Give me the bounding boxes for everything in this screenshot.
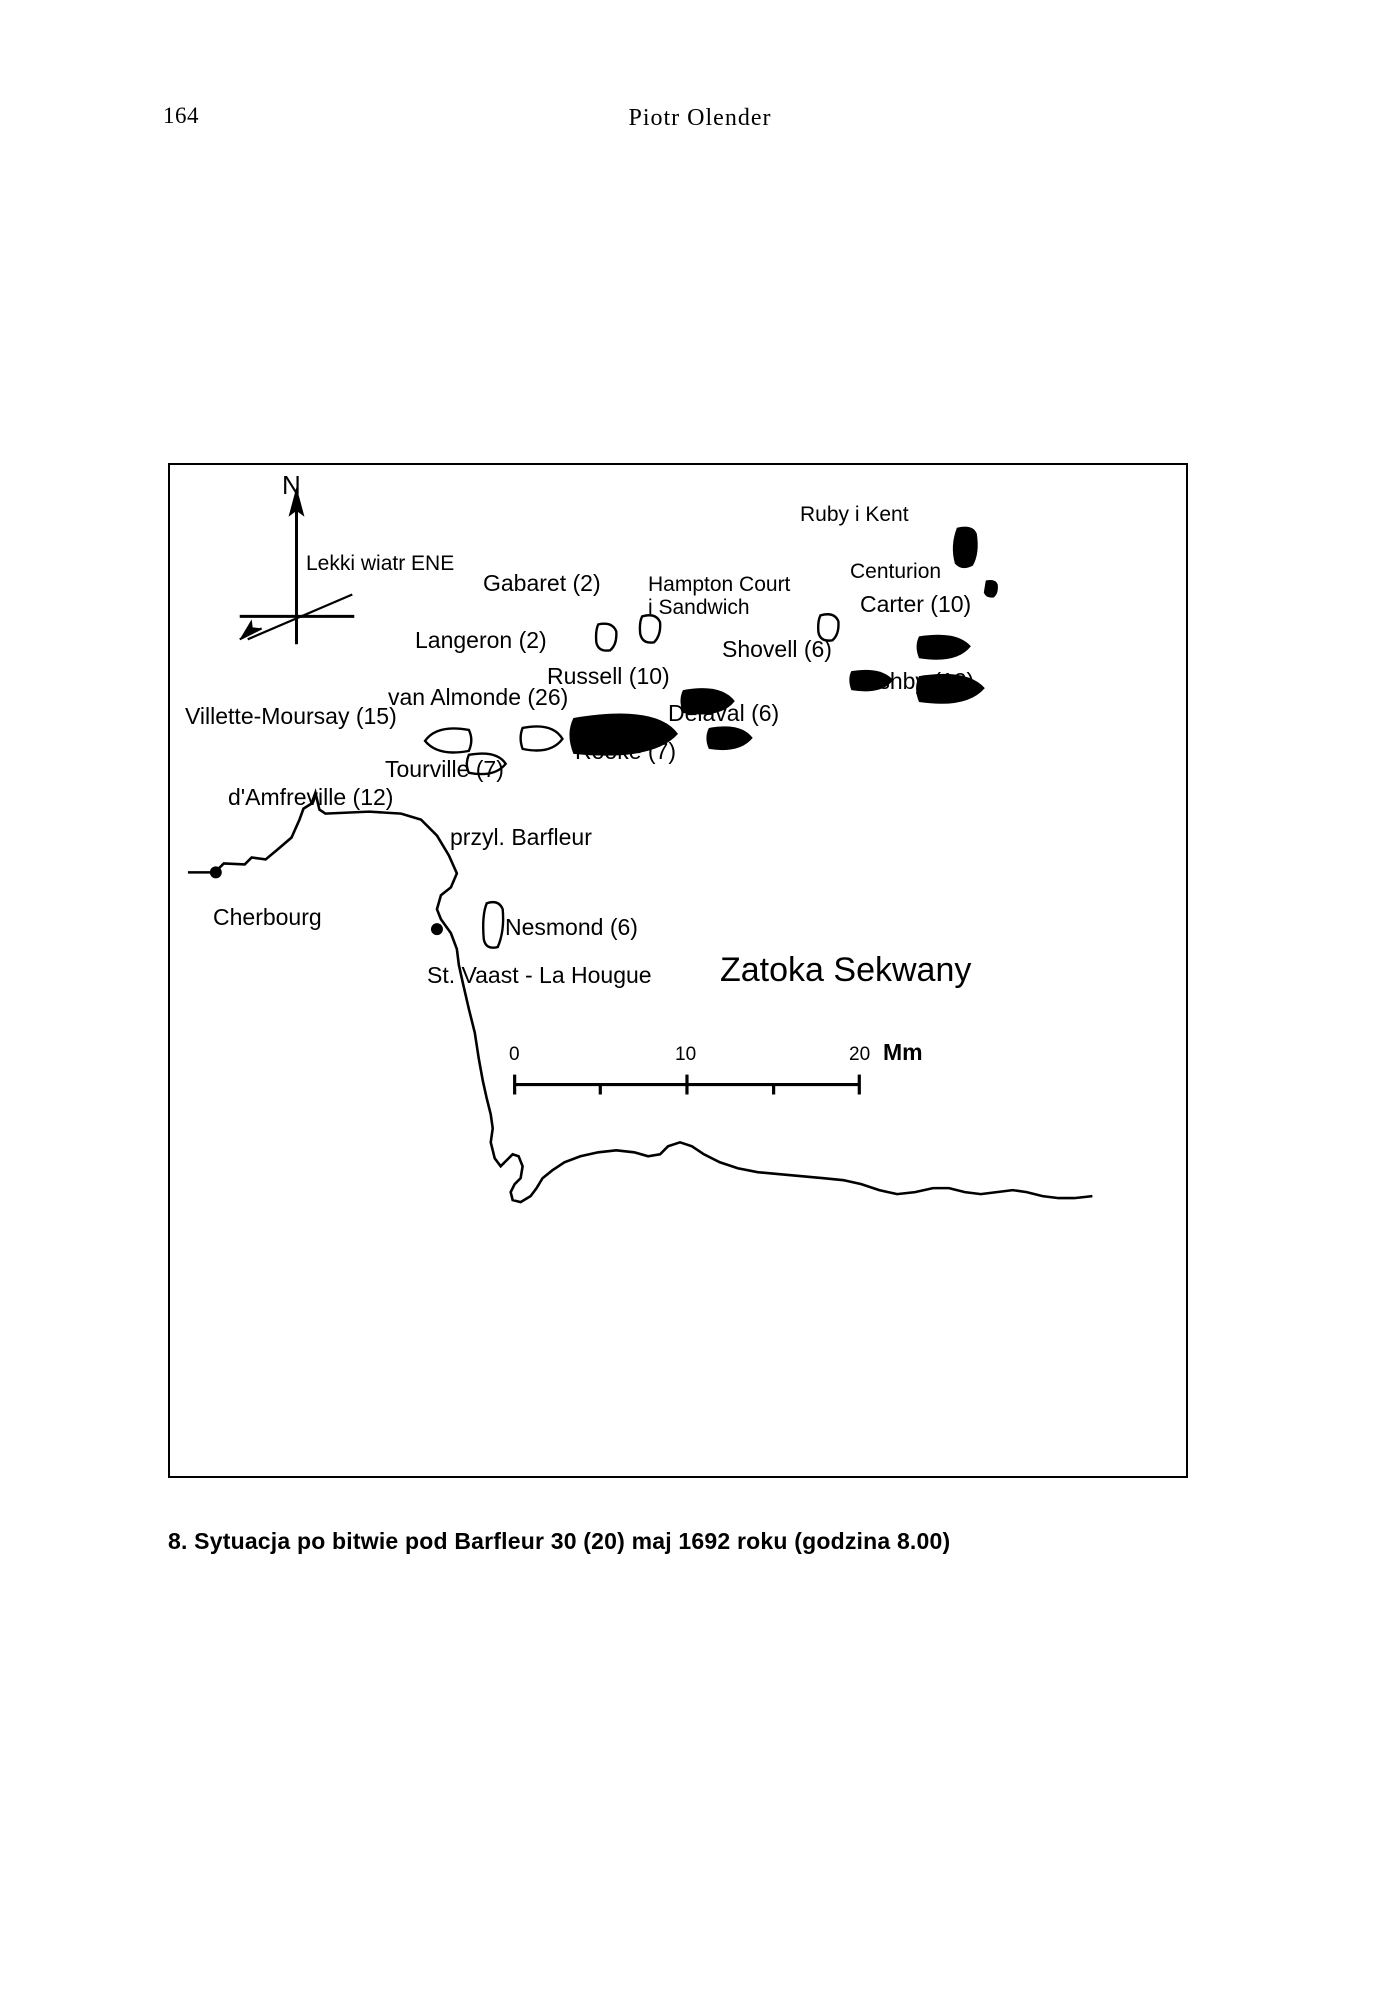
scale-tick-0: 0: [509, 1044, 520, 1065]
unit-label-tourville: Tourville (7): [385, 756, 504, 782]
unit-label-centurion: Centurion: [850, 560, 942, 583]
page-number: 164: [163, 103, 199, 128]
unit-label-nesmond: Nesmond (6): [505, 914, 638, 940]
unit-marker-tourville: [521, 726, 563, 750]
unit-marker-langeron: [596, 624, 616, 651]
unit-label-ashby: Ashby (12): [863, 668, 975, 694]
wind-label: Lekki wiatr ENE: [306, 552, 455, 575]
unit-marker-rooke: [706, 726, 752, 750]
scale-tick-20: 20: [849, 1044, 871, 1065]
unit-marker-villette-moursay: [425, 728, 471, 752]
north-label: N: [282, 470, 301, 500]
running-head-text: Piotr Olender: [628, 105, 772, 131]
scale-tick-10: 10: [675, 1044, 697, 1065]
bay-label: Zatoka Sekwany: [720, 951, 972, 989]
place-label-cherbourg: Cherbourg: [213, 904, 322, 930]
map-figure: [168, 463, 1188, 1478]
scale-bar: [515, 1075, 860, 1095]
unit-label-sandwich: i Sandwich: [648, 596, 750, 619]
unit-label-rooke: Rooke (7): [575, 738, 676, 764]
unit-marker-centurion: [984, 580, 998, 598]
place-label-st-vaast-la-hougue: St. Vaast - La Hougue: [427, 962, 652, 988]
unit-label-carter: Carter (10): [860, 591, 972, 617]
unit-label-hampton-court: Hampton Court: [648, 573, 791, 596]
place-label-przyl-barfleur: przyl. Barfleur: [450, 824, 592, 850]
unit-marker-gabaret: [640, 615, 660, 642]
unit-label-villette-moursay: Villette-Moursay (15): [185, 703, 397, 729]
unit-label-van-almonde: van Almonde (26): [388, 684, 569, 710]
running-head: [0, 105, 1400, 132]
unit-label-delaval: Delaval (6): [668, 700, 780, 726]
figure-caption: 8. Sytuacja po bitwie pod Barfleur 30 (20) maj 1692 roku (godzina 8.00): [168, 1528, 951, 1554]
page-header: [0, 103, 1400, 133]
unit-marker-nesmond: [483, 902, 503, 948]
unit-label-russell: Russell (10): [547, 663, 670, 689]
unit-label-langeron: Langeron (2): [415, 627, 547, 653]
unit-label-shovell: Shovell (6): [722, 636, 832, 662]
unit-label-gabaret: Gabaret (2): [483, 570, 601, 596]
unit-label-damfreville: d'Amfreville (12): [228, 784, 394, 810]
unit-marker-carter: [917, 635, 971, 660]
unit-label-ruby-kent: Ruby i Kent: [800, 503, 909, 526]
coastline: [188, 793, 1092, 1202]
port-dot-la-hougue: [431, 923, 443, 935]
port-dot-cherbourg: [210, 866, 222, 878]
unit-marker-ruby-kent: [953, 527, 978, 569]
scale-unit-label: Mm: [883, 1039, 923, 1065]
